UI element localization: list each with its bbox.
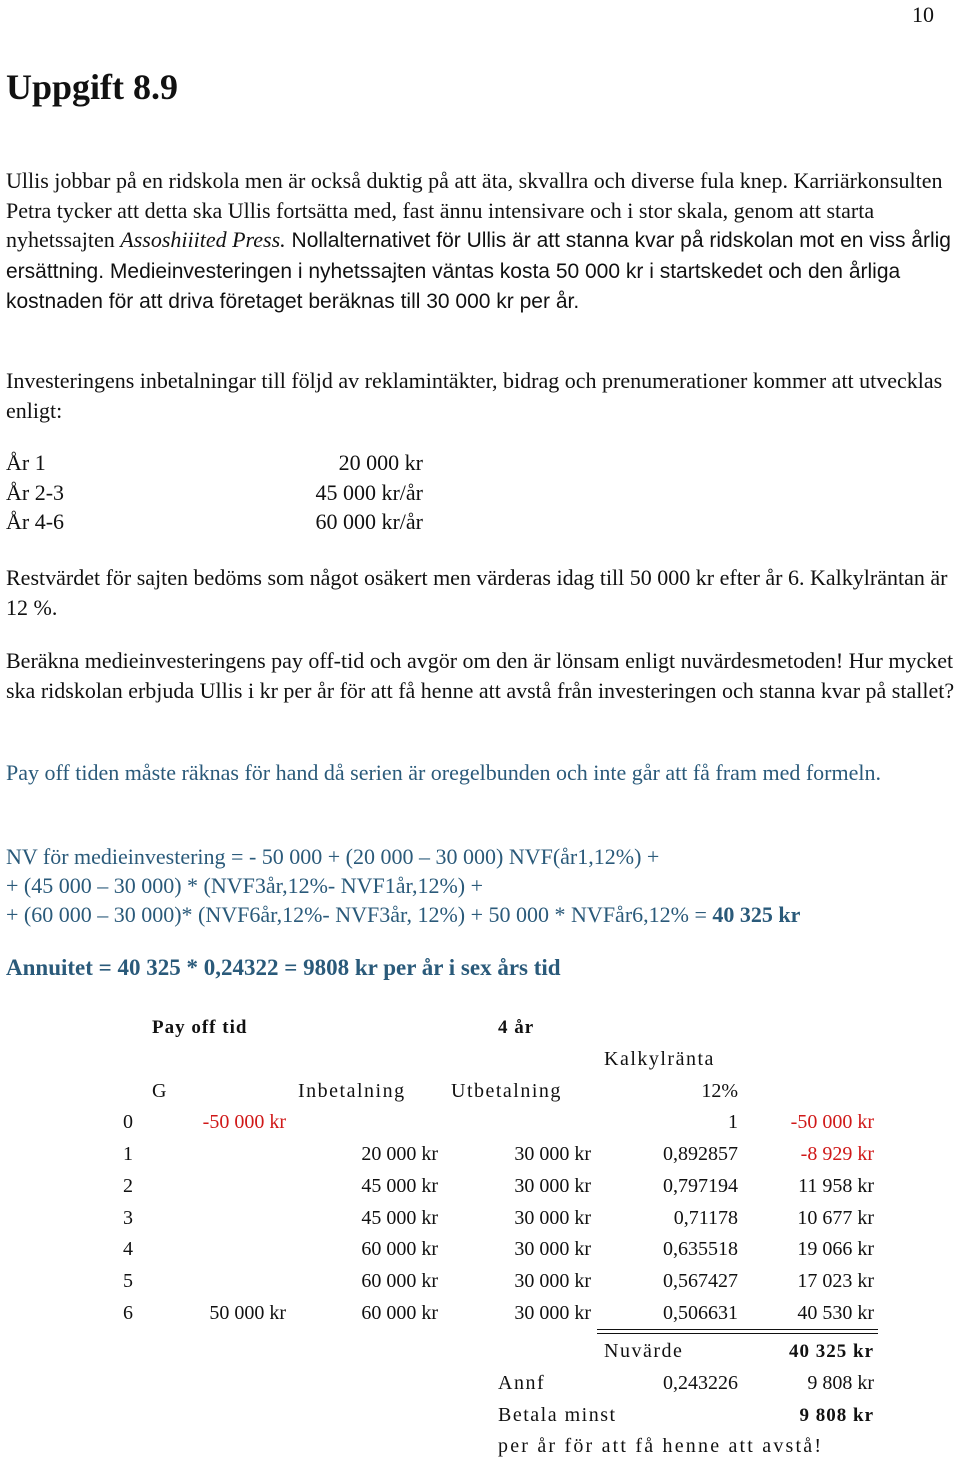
betala-value: 9 808 kr bbox=[799, 1405, 874, 1426]
row-pv: 10 677 kr bbox=[797, 1207, 874, 1229]
inflow-year-3: År 4-6 bbox=[6, 509, 65, 534]
header-rate: 12% bbox=[701, 1080, 738, 1102]
nuvarde-value: 40 325 kr bbox=[789, 1341, 874, 1362]
row-out: 30 000 kr bbox=[514, 1270, 591, 1292]
betala-label: Betala minst bbox=[498, 1404, 617, 1426]
row-g: 2 bbox=[123, 1175, 133, 1197]
row-factor: 1 bbox=[728, 1111, 738, 1133]
footer-note: per år för att få henne att avstå! bbox=[498, 1435, 824, 1457]
question-paragraph: Beräkna medieinvesteringens pay off-tid och avgör om den är lönsam enligt nuvärdesmetoden! Hur mycket ska ridskolan erbjuda Ullis i kr per år för att få henne att avstå från investeringen och stanna kvar på stallet? bbox=[6, 648, 955, 703]
annf-label: Annf bbox=[498, 1372, 546, 1394]
row-in: 45 000 kr bbox=[361, 1207, 438, 1229]
answer-note: Pay off tiden måste räknas för hand då serien är oregelbunden och inte går att få fram med formeln. bbox=[6, 760, 881, 785]
annf-value: 9 808 kr bbox=[807, 1372, 874, 1394]
formula-result: 40 325 kr bbox=[712, 902, 801, 927]
row-factor: 0,506631 bbox=[663, 1302, 738, 1324]
row-g: 5 bbox=[123, 1270, 133, 1292]
formula-line-3 bbox=[6, 900, 800, 929]
inflows-intro: Investeringens inbetalningar till följd av reklamintäkter, bidrag och prenumerationer kommer att utvecklas enligt: bbox=[6, 368, 943, 423]
header-inbetalning: Inbetalning bbox=[298, 1080, 406, 1102]
kalkylranta-label: Kalkylränta bbox=[604, 1048, 715, 1070]
annf-factor: 0,243226 bbox=[663, 1372, 738, 1394]
row-in: 60 000 kr bbox=[361, 1238, 438, 1260]
row-pv: 11 958 kr bbox=[798, 1175, 874, 1197]
header-utbetalning: Utbetalning bbox=[451, 1080, 562, 1102]
row-in: 60 000 kr bbox=[361, 1270, 438, 1292]
row-g: 6 bbox=[123, 1302, 133, 1324]
payoff-label: Pay off tid bbox=[152, 1017, 248, 1038]
header-g: G bbox=[152, 1080, 167, 1102]
intro-text: Ullis jobbar på en ridskola men är också duktig på att äta, skvallra och diverse fula knep. Karriärkonsulten Petra tycker att detta ska Ullis fortsätta med, fast ännu intensivare och i stor skala, genom att starta nyhetssajten bbox=[6, 168, 943, 252]
row-pv: 19 066 kr bbox=[797, 1238, 874, 1260]
nuvarde-label: Nuvärde bbox=[604, 1340, 684, 1362]
row-pv: 40 530 kr bbox=[797, 1302, 874, 1324]
page-title: Uppgift 8.9 bbox=[6, 67, 179, 107]
row-g: 3 bbox=[123, 1207, 133, 1229]
row-factor: 0,567427 bbox=[663, 1270, 738, 1292]
row-factor: 0,635518 bbox=[663, 1238, 738, 1260]
page-number: 10 bbox=[912, 2, 934, 27]
residual-paragraph: Restvärdet för sajten bedöms som något osäkert men värderas idag till 50 000 kr efter år 6. Kalkylräntan är 12 %. bbox=[6, 565, 948, 620]
inflow-year-2: År 2-3 bbox=[6, 480, 65, 505]
payoff-value: 4 år bbox=[498, 1017, 535, 1038]
annuitet-line: Annuitet = 40 325 * 0,24322 = 9808 kr per år i sex års tid bbox=[6, 955, 561, 980]
row-out: 30 000 kr bbox=[514, 1207, 591, 1229]
formula-line-1: NV för medieinvestering = - 50 000 + (20 000 – 30 000) NVF(år1,12%) + bbox=[6, 844, 660, 869]
row-factor: 0,797194 bbox=[663, 1175, 738, 1197]
row-g: 0 bbox=[123, 1111, 133, 1133]
row-out: 30 000 kr bbox=[514, 1302, 591, 1324]
row-in: 45 000 kr bbox=[361, 1175, 438, 1197]
row-g: 4 bbox=[123, 1238, 133, 1260]
row-factor: 0,892857 bbox=[663, 1143, 738, 1165]
row-pv: -8 929 kr bbox=[800, 1143, 874, 1165]
row-g-amount: 50 000 kr bbox=[209, 1302, 286, 1324]
sum-underline-double bbox=[597, 1333, 878, 1334]
row-g-amount: -50 000 kr bbox=[202, 1111, 286, 1133]
row-pv: -50 000 kr bbox=[790, 1111, 874, 1133]
site-name: Assoshiiited Press. bbox=[120, 227, 286, 252]
row-out: 30 000 kr bbox=[514, 1175, 591, 1197]
inflow-year-1: År 1 bbox=[6, 450, 46, 475]
inflow-amount-2: 45 000 kr/år bbox=[315, 480, 423, 505]
sum-underline bbox=[597, 1329, 878, 1330]
formula-line-2: + (45 000 – 30 000) * (NVF3år,12%- NVF1år,12%) + bbox=[6, 873, 484, 898]
intro-paragraph bbox=[6, 166, 956, 317]
formula-line-3-text: + (60 000 – 30 000)* (NVF6år,12%- NVF3år, 12%) + 50 000 * NVFår6,12% = bbox=[6, 902, 713, 927]
row-g: 1 bbox=[123, 1143, 133, 1165]
inflow-amount-1: 20 000 kr bbox=[338, 450, 423, 475]
row-in: 60 000 kr bbox=[361, 1302, 438, 1324]
row-out: 30 000 kr bbox=[514, 1143, 591, 1165]
row-in: 20 000 kr bbox=[361, 1143, 438, 1165]
inflow-amount-3: 60 000 kr/år bbox=[315, 509, 423, 534]
row-pv: 17 023 kr bbox=[797, 1270, 874, 1292]
row-factor: 0,71178 bbox=[673, 1207, 738, 1229]
intro-text-sans: Nollalternativet för Ullis är att stanna kvar på ridskolan mot en viss årlig ersättning. Medieinvesteringen i nyhetssajten väntas kosta 50 000 kr i startskedet och den årliga kostnaden för att driva företaget beräknas till 30 000 kr per år. bbox=[6, 229, 951, 313]
row-out: 30 000 kr bbox=[514, 1238, 591, 1260]
